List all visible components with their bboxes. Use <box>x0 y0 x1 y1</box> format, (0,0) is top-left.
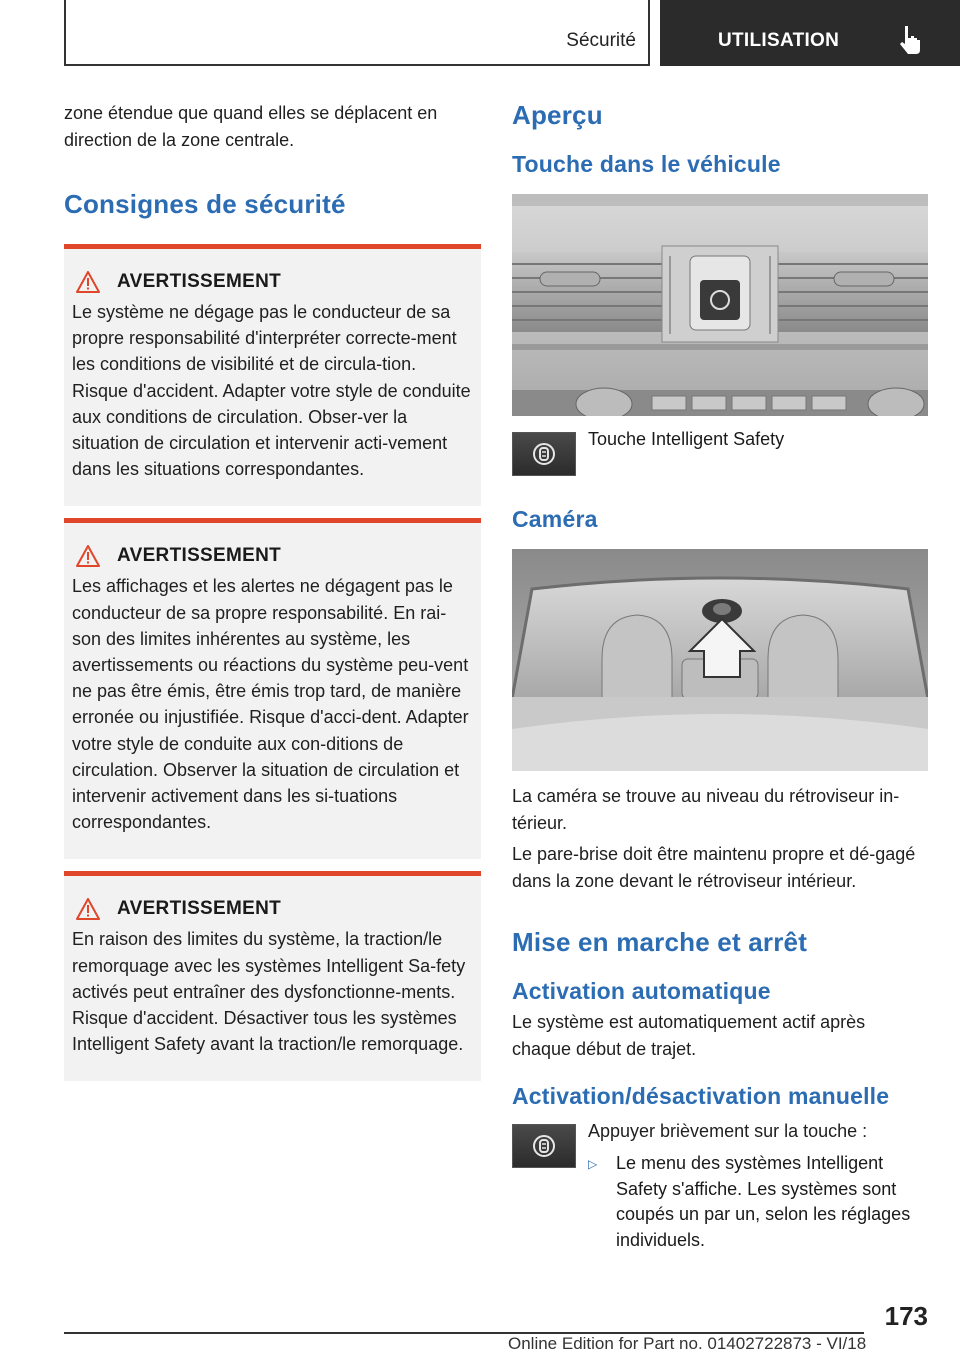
camera-photo <box>512 549 928 771</box>
warning-text: En raison des limites du système, la traction/le remorquage avec les systèmes Intelligent Sa-fety activés peut entraîner des dysfonctionne-ments. Risque d'accident. Désactiver tous les systèmes Intelligent Safety avant la traction/le remorquage. <box>72 929 466 1055</box>
header-section-box <box>64 0 650 66</box>
safety-car-icon <box>532 442 556 466</box>
camera-heading: Caméra <box>512 506 598 532</box>
header-section-label: Sécurité <box>566 30 636 51</box>
warning-box-3 <box>64 871 481 1081</box>
header-chapter-box <box>660 0 960 66</box>
warning-label: AVERTISSEMENT <box>117 545 282 567</box>
warning-label: AVERTISSEMENT <box>117 898 282 920</box>
button-heading: Touche dans le véhicule <box>512 151 781 177</box>
warning-triangle-icon <box>76 271 100 293</box>
pointing-hand-icon <box>896 24 924 56</box>
right-column <box>512 100 928 1253</box>
camera-paragraph-1: La caméra se trouve au niveau du rétroviseur in-térieur. <box>512 786 900 833</box>
safety-car-icon <box>532 1134 556 1158</box>
intelligent-safety-button-icon <box>512 432 576 476</box>
button-caption: Touche Intelligent Safety <box>588 429 785 449</box>
manual-row <box>512 1121 928 1253</box>
bullet-triangle-icon: ▷ <box>588 1157 598 1171</box>
button-caption-row <box>512 429 928 476</box>
intelligent-safety-button-icon <box>512 1124 576 1168</box>
auto-paragraph: Le système est automatiquement actif après chaque début de trajet. <box>512 1012 866 1059</box>
auto-heading: Activation automatique <box>512 978 771 1004</box>
onoff-heading: Mise en marche et arrêt <box>512 927 808 957</box>
list-item <box>588 1151 928 1253</box>
warning-triangle-icon <box>76 898 100 920</box>
warning-text: Les affichages et les alertes ne dégagent pas le conducteur de sa propre responsabilité. En rai-son des limites inhérentes au système, les avertissements ou réactions du système peu-vent ne pas être émis, être émis trop tard, de manière erronée ou injustifiée. Risque d'acci-dent. Adapter votre style de conduite aux con-ditions de circulation. Observer la situation de circulation et intervenir activement dans les si-tuations correspondantes. <box>72 576 469 833</box>
warning-triangle-icon <box>76 545 100 567</box>
intro-paragraph: zone étendue que quand elles se déplacent en direction de la zone centrale. <box>64 103 438 150</box>
warning-text: Le système ne dégage pas le conducteur de sa propre responsabilité d'interpréter correcte-ment les conditions de visibilité et de circula-tion. Risque d'accident. Adapter votre style de conduite aux conditions de circulation. Obser-ver la situation de circulation et intervenir acti-vement dans les situations correspondantes. <box>72 302 471 480</box>
manual-instruction: Appuyer brièvement sur la touche : <box>588 1121 868 1141</box>
bullet-text: Le menu des systèmes Intelligent Safety s'affiche. Les systèmes sont coupés un par un, selon les réglages individuels. <box>616 1153 911 1250</box>
manual-heading: Activation/désactivation manuelle <box>512 1083 890 1109</box>
warning-box-2 <box>64 518 481 859</box>
warning-box-1 <box>64 244 481 506</box>
header-chapter-label: UTILISATION <box>718 30 840 51</box>
dashboard-button-photo <box>512 194 928 416</box>
footer-edition: Online Edition for Part no. 01402722873 - VI/18 <box>508 1334 867 1353</box>
safety-heading: Consignes de sécurité <box>64 189 346 219</box>
camera-paragraph-2: Le pare-brise doit être maintenu propre et dé-gagé dans la zone devant le rétroviseur intérieur. <box>512 844 916 891</box>
warning-label: AVERTISSEMENT <box>117 271 282 292</box>
left-column <box>64 100 481 1081</box>
overview-heading: Aperçu <box>512 100 603 130</box>
page-number: 173 <box>884 1301 928 1331</box>
